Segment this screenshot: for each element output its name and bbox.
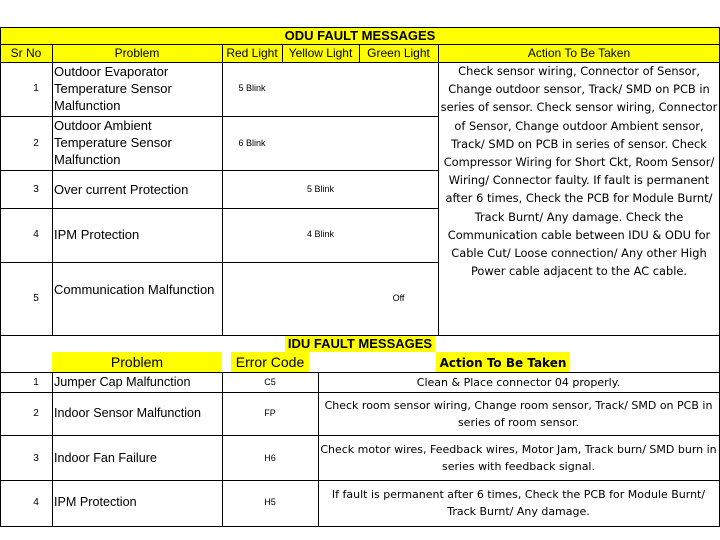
idu-section-title: IDU FAULT MESSAGES: [287, 336, 433, 351]
odu-header-action: Action To Be Taken: [527, 46, 631, 60]
odu-row-3-problem: Over current Protection: [54, 182, 189, 197]
grid-line: [52, 372, 53, 526]
idu-row-3-code: H6: [264, 453, 276, 463]
grid-line: [0, 480, 720, 481]
odu-row-2-red: 6 Blink: [238, 138, 266, 148]
grid-line: [0, 27, 1, 526]
odu-row-3-yellow: 5 Blink: [306, 184, 334, 194]
odu-header-yellow-light: Yellow Light: [288, 46, 353, 60]
grid-line: [0, 44, 720, 45]
odu-row-4-sr: 4: [33, 229, 39, 240]
idu-row-1-sr: 1: [33, 377, 39, 388]
odu-row-2-sr: 2: [33, 138, 39, 149]
idu-row-4-sr: 4: [33, 497, 39, 508]
idu-row-1-action: Clean & Place connector 04 properly.: [416, 376, 621, 389]
grid-line: [0, 526, 720, 527]
idu-row-1-code: C5: [264, 377, 276, 387]
idu-row-3-problem: Indoor Fan Failure: [54, 451, 157, 465]
odu-header-problem: Problem: [114, 46, 160, 60]
odu-action-text: Check sensor wiring, Connector of Sensor, Change outdoor sensor, Track/ SMD on PCB in series of sensor. Check sensor wiring, Connector of Sensor, Change outdoor Ambient sensor, Track/ SMD on PCB in series of sensor. Check Compressor Wiring for Short Ckt, Room Sensor/ Wiring/ Connector faulty. If fault is permanent after 6 times, Check the PCB for Module Burnt/ Track Burnt/ Any damage. Check the Communication cable between IDU & ODU for Cable Cut/ Loose connection/ Any other High Power cable adjacent to the AC cable.: [440, 64, 718, 279]
grid-line: [0, 372, 720, 373]
grid-line: [0, 392, 720, 393]
grid-line: [0, 208, 438, 209]
grid-line: [0, 435, 720, 436]
odu-section-title: ODU FAULT MESSAGES: [284, 28, 436, 43]
idu-row-3-action: Check motor wires, Feedback wires, Motor Jam, Track burn/ SMD burn in series with feedback signal.: [320, 443, 717, 473]
odu-row-3-sr: 3: [33, 184, 39, 195]
odu-header-green-light: Green Light: [367, 46, 430, 60]
idu-row-4-code: H5: [264, 497, 276, 507]
odu-row-4-problem: IPM Protection: [54, 227, 140, 242]
idu-header-problem: Problem: [110, 354, 164, 370]
odu-row-1-red: 5 Blink: [238, 83, 266, 93]
odu-header-red-light: Red Light: [226, 46, 278, 60]
odu-row-5-sr: 5: [33, 293, 39, 304]
idu-header-error-code: Error Code: [235, 354, 305, 370]
idu-row-2-code: FP: [264, 408, 276, 418]
odu-row-5-green: Off: [392, 293, 405, 303]
odu-row-5-problem: Communication Malfunction: [54, 282, 215, 297]
idu-header-action: Action To Be Taken: [439, 356, 567, 370]
odu-row-2-problem: Outdoor Ambient Temperature Sensor Malfunction: [54, 118, 172, 167]
idu-row-2-problem: Indoor Sensor Malfunction: [54, 406, 202, 420]
odu-row-1-sr: 1: [33, 83, 39, 94]
odu-row-4-yellow: 4 Blink: [306, 229, 334, 239]
idu-row-3-sr: 3: [33, 453, 39, 464]
idu-row-4-action: If fault is permanent after 6 times, Check the PCB for Module Burnt/ Track Burnt/ Any damage.: [331, 488, 706, 518]
odu-row-1-problem: Outdoor Evaporator Temperature Sensor Malfunction: [54, 64, 172, 113]
grid-line: [52, 44, 53, 335]
idu-row-1-problem: Jumper Cap Malfunction: [54, 375, 191, 389]
idu-row-2-sr: 2: [33, 408, 39, 419]
odu-header-sr-no: Sr No: [10, 46, 42, 60]
grid-line: [0, 262, 438, 263]
idu-row-2-action: Check room sensor wiring, Change room sensor, Track/ SMD on PCB in series of room sensor.: [324, 399, 713, 429]
idu-row-4-problem: IPM Protection: [54, 495, 137, 509]
grid-line: [0, 170, 438, 171]
